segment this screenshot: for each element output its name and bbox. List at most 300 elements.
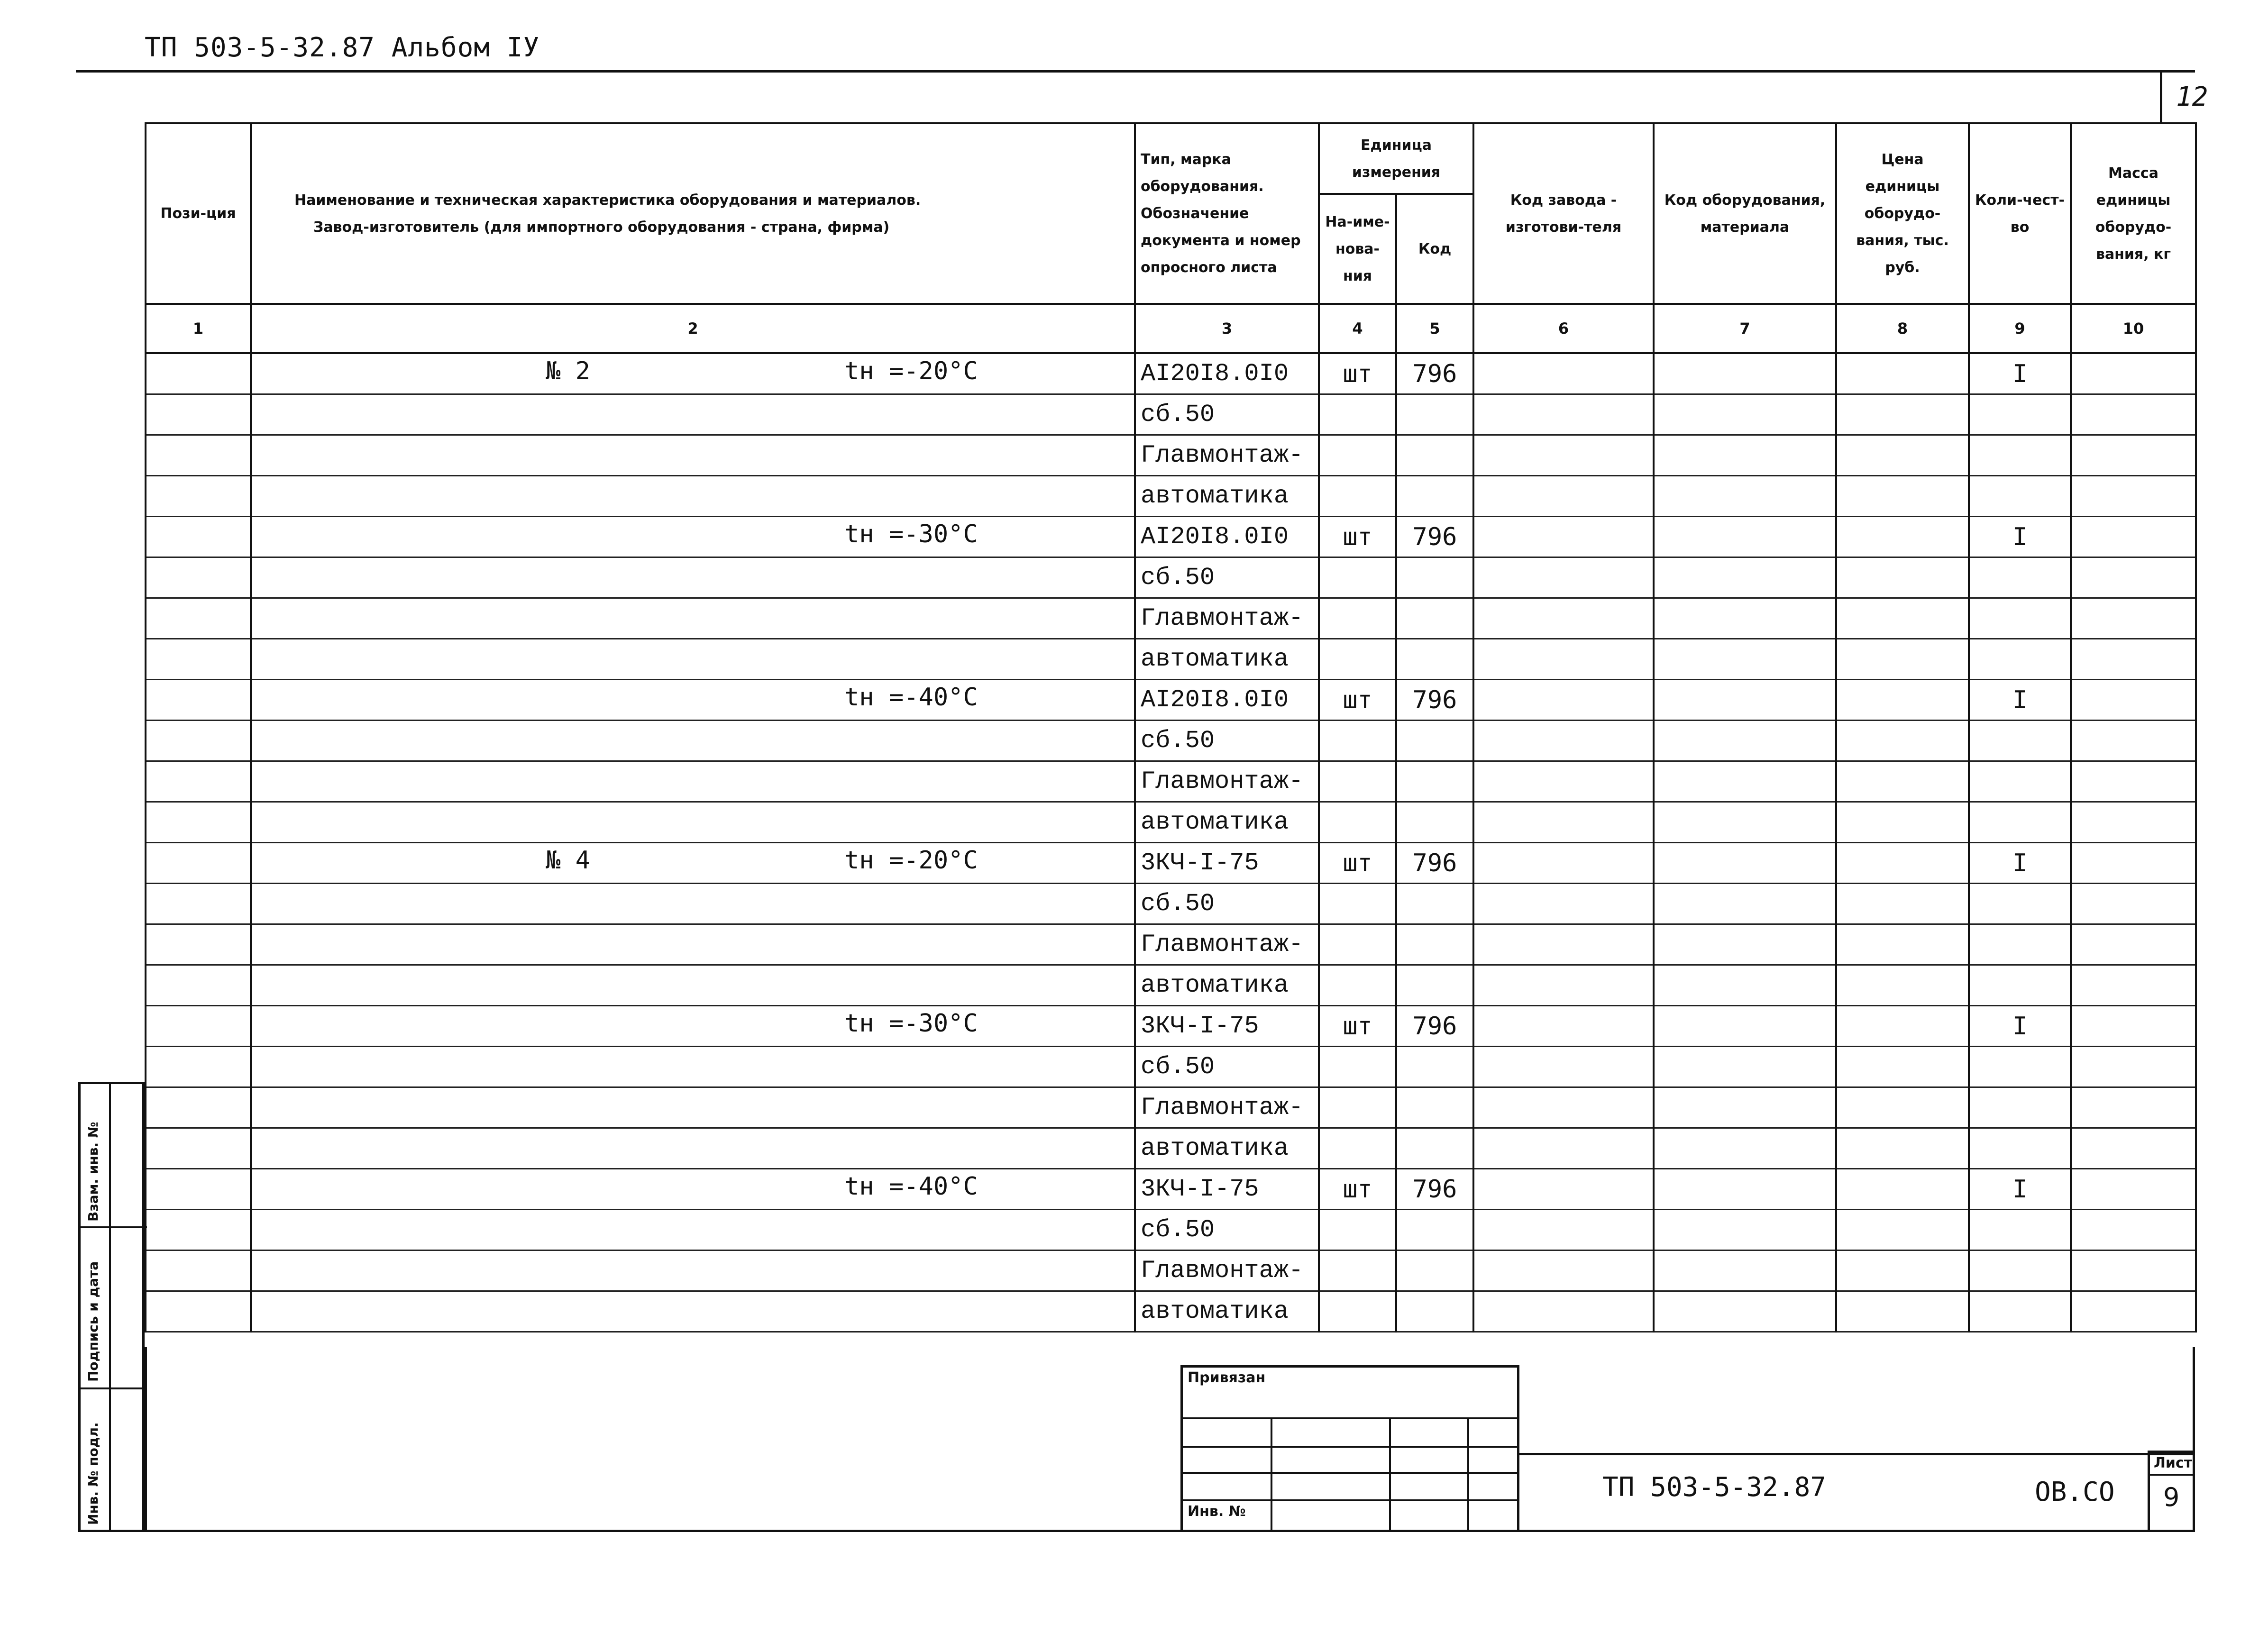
col-name-header-line1: Наименование и техническая характеристика оборудования и материалов. (294, 192, 921, 209)
cell-quantity: I (1969, 353, 2071, 394)
cell-unit-name (1319, 1087, 1396, 1128)
specification-table (145, 122, 2197, 1333)
cell-mass (2071, 884, 2196, 924)
cell-price (1836, 353, 1969, 394)
temperature-label: tн =-40°С (844, 683, 978, 712)
col-mass-header: Масса единицы оборудо-вания, кг (2071, 123, 2196, 304)
cell-unit-code (1396, 1250, 1473, 1291)
cell-position (146, 1087, 251, 1128)
table-row (146, 843, 2196, 884)
cell-plant-code (1473, 761, 1654, 802)
cell-equipment-code (1654, 639, 1836, 680)
cell-mass (2071, 1210, 2196, 1250)
cell-name (251, 1006, 1135, 1047)
cell-type: сб.50 (1135, 1210, 1319, 1250)
cell-price (1836, 394, 1969, 435)
sheet-mark: 12 (2176, 82, 2208, 112)
cell-unit-code (1396, 1210, 1473, 1250)
cell-equipment-code (1654, 353, 1836, 394)
cell-mass (2071, 802, 2196, 843)
cell-price (1836, 1128, 1969, 1169)
title-block-line (1519, 1453, 2195, 1455)
cell-unit-name (1319, 557, 1396, 598)
temperature-label: tн =-30°С (844, 520, 978, 548)
cell-position (146, 680, 251, 721)
cell-quantity (1969, 1087, 2071, 1128)
cell-unit-name (1319, 924, 1396, 965)
cell-unit-code (1396, 884, 1473, 924)
cell-equipment-code (1654, 884, 1836, 924)
col-unit-name-header: На-име-нова-ния (1319, 194, 1396, 304)
album-title: ТП 503-5-32.87 Альбом IУ (145, 32, 540, 63)
table-row (146, 1006, 2196, 1047)
col-position-header: Пози-ция (146, 123, 251, 304)
cell-name (251, 639, 1135, 680)
cell-mass (2071, 639, 2196, 680)
table-row (146, 1250, 2196, 1291)
column-number: 9 (1969, 304, 2071, 353)
cell-quantity: I (1969, 1169, 2071, 1210)
cell-type: автоматика (1135, 1128, 1319, 1169)
cell-type: AI20I8.0I0 (1135, 680, 1319, 721)
cell-position (146, 965, 251, 1006)
cell-price (1836, 598, 1969, 639)
cell-price (1836, 1291, 1969, 1332)
cell-quantity (1969, 761, 2071, 802)
cell-quantity (1969, 884, 2071, 924)
cell-name (251, 353, 1135, 394)
cell-position (146, 1128, 251, 1169)
cell-mass (2071, 557, 2196, 598)
cell-type: сб.50 (1135, 721, 1319, 761)
cell-equipment-code (1654, 1291, 1836, 1332)
table-row (146, 639, 2196, 680)
side-label-replaced: Взам. инв. № (85, 1122, 101, 1222)
cell-plant-code (1473, 1250, 1654, 1291)
cell-unit-code: 796 (1396, 1006, 1473, 1047)
cell-position (146, 761, 251, 802)
side-stamp (78, 1082, 145, 1532)
cell-unit-name (1319, 1291, 1396, 1332)
cell-price (1836, 517, 1969, 557)
column-number: 4 (1319, 304, 1396, 353)
side-label-inventory: Инв. № подл. (85, 1422, 101, 1525)
cell-position (146, 1047, 251, 1087)
cell-name (251, 721, 1135, 761)
column-number: 5 (1396, 304, 1473, 353)
cell-unit-name (1319, 965, 1396, 1006)
cell-position (146, 884, 251, 924)
cell-name (251, 1250, 1135, 1291)
cell-equipment-code (1654, 1006, 1836, 1047)
cell-mass (2071, 721, 2196, 761)
table-row (146, 517, 2196, 557)
cell-type: автоматика (1135, 476, 1319, 517)
cell-plant-code (1473, 394, 1654, 435)
cell-position (146, 517, 251, 557)
cell-plant-code (1473, 680, 1654, 721)
temperature-label: tн =-20°С (844, 357, 978, 385)
cell-quantity (1969, 924, 2071, 965)
cell-plant-code (1473, 1210, 1654, 1250)
cell-unit-code (1396, 1128, 1473, 1169)
cell-unit-code: 796 (1396, 680, 1473, 721)
cell-type: AI20I8.0I0 (1135, 517, 1319, 557)
cell-unit-code (1396, 761, 1473, 802)
cell-mass (2071, 965, 2196, 1006)
cell-position (146, 1250, 251, 1291)
cell-mass (2071, 394, 2196, 435)
table-row (146, 1291, 2196, 1332)
cell-plant-code (1473, 1047, 1654, 1087)
cell-unit-name (1319, 761, 1396, 802)
cell-unit-code (1396, 965, 1473, 1006)
cell-position (146, 394, 251, 435)
cell-position (146, 924, 251, 965)
cell-type: Главмонтаж- (1135, 435, 1319, 476)
cell-unit-code: 796 (1396, 517, 1473, 557)
cell-name (251, 476, 1135, 517)
table-row (146, 1128, 2196, 1169)
cell-price (1836, 924, 1969, 965)
cell-name (251, 1087, 1135, 1128)
cell-mass (2071, 435, 2196, 476)
cell-plant-code (1473, 435, 1654, 476)
cell-price (1836, 1250, 1969, 1291)
cell-price (1836, 843, 1969, 884)
cell-position (146, 557, 251, 598)
cell-price (1836, 476, 1969, 517)
cell-name (251, 761, 1135, 802)
cell-position (146, 721, 251, 761)
cell-unit-name: шт (1319, 843, 1396, 884)
cell-equipment-code (1654, 1250, 1836, 1291)
cell-unit-name (1319, 1128, 1396, 1169)
cell-quantity: I (1969, 843, 2071, 884)
cell-equipment-code (1654, 965, 1836, 1006)
cell-position (146, 1169, 251, 1210)
col-price-header: Цена единицы оборудо-вания, тыс. руб. (1836, 123, 1969, 304)
column-number: 3 (1135, 304, 1319, 353)
column-number: 7 (1654, 304, 1836, 353)
table-row (146, 435, 2196, 476)
cell-quantity (1969, 639, 2071, 680)
cell-plant-code (1473, 965, 1654, 1006)
cell-name (251, 1128, 1135, 1169)
temperature-label: tн =-20°С (844, 846, 978, 875)
cell-name (251, 557, 1135, 598)
cell-quantity (1969, 557, 2071, 598)
cell-equipment-code (1654, 598, 1836, 639)
cell-plant-code (1473, 517, 1654, 557)
table-row (146, 394, 2196, 435)
cell-equipment-code (1654, 802, 1836, 843)
cell-equipment-code (1654, 517, 1836, 557)
table-row (146, 353, 2196, 394)
cell-unit-name: шт (1319, 680, 1396, 721)
cell-mass (2071, 1006, 2196, 1047)
cell-price (1836, 721, 1969, 761)
cell-equipment-code (1654, 843, 1836, 884)
cell-unit-name: шт (1319, 353, 1396, 394)
cell-equipment-code (1654, 1210, 1836, 1250)
cell-equipment-code (1654, 476, 1836, 517)
cell-type: автоматика (1135, 965, 1319, 1006)
cell-unit-code: 796 (1396, 353, 1473, 394)
cell-plant-code (1473, 476, 1654, 517)
cell-unit-name (1319, 435, 1396, 476)
cell-price (1836, 1169, 1969, 1210)
col-name-header-line2: Завод-изготовитель (для импортного оборудования - страна, фирма) (313, 219, 890, 236)
cell-quantity: I (1969, 517, 2071, 557)
cell-unit-name (1319, 598, 1396, 639)
cell-unit-name: шт (1319, 1169, 1396, 1210)
table-row (146, 1169, 2196, 1210)
cell-name (251, 1047, 1135, 1087)
column-number: 10 (2071, 304, 2196, 353)
document-code: ТП 503-5-32.87 (1602, 1472, 1827, 1503)
cell-equipment-code (1654, 557, 1836, 598)
cell-plant-code (1473, 1291, 1654, 1332)
cell-name (251, 1169, 1135, 1210)
cell-quantity (1969, 802, 2071, 843)
cell-unit-code (1396, 924, 1473, 965)
cell-name (251, 517, 1135, 557)
cell-name (251, 843, 1135, 884)
cell-unit-code (1396, 639, 1473, 680)
cell-position (146, 1291, 251, 1332)
binding-stamp (1180, 1365, 1519, 1532)
cell-mass (2071, 598, 2196, 639)
cell-type: сб.50 (1135, 557, 1319, 598)
col-unit-code-header: Код (1396, 194, 1473, 304)
table-row (146, 598, 2196, 639)
cell-plant-code (1473, 721, 1654, 761)
cell-type: Главмонтаж- (1135, 1087, 1319, 1128)
cell-quantity (1969, 1291, 2071, 1332)
cell-position (146, 1210, 251, 1250)
column-number: 1 (146, 304, 251, 353)
cell-mass (2071, 1087, 2196, 1128)
cell-name (251, 1210, 1135, 1250)
table-row (146, 1087, 2196, 1128)
cell-quantity (1969, 1128, 2071, 1169)
cell-position (146, 802, 251, 843)
table-row (146, 721, 2196, 761)
cell-position (146, 353, 251, 394)
column-number: 2 (251, 304, 1135, 353)
cell-type: автоматика (1135, 639, 1319, 680)
cell-equipment-code (1654, 761, 1836, 802)
table-row (146, 1210, 2196, 1250)
cell-plant-code (1473, 557, 1654, 598)
cell-quantity (1969, 1250, 2071, 1291)
cell-mass (2071, 353, 2196, 394)
col-plant-code-header: Код завода - изготови-теля (1473, 123, 1654, 304)
table-row (146, 1047, 2196, 1087)
col-name-header (251, 123, 1135, 304)
cell-plant-code (1473, 1006, 1654, 1047)
cell-quantity (1969, 721, 2071, 761)
cell-position (146, 639, 251, 680)
cell-name (251, 435, 1135, 476)
cell-type: 3КЧ-I-75 (1135, 843, 1319, 884)
cell-unit-name (1319, 394, 1396, 435)
cell-mass (2071, 517, 2196, 557)
cell-type: 3КЧ-I-75 (1135, 1006, 1319, 1047)
cell-name (251, 1291, 1135, 1332)
cell-unit-name (1319, 884, 1396, 924)
table-row (146, 802, 2196, 843)
table-row (146, 680, 2196, 721)
cell-name (251, 884, 1135, 924)
cell-mass (2071, 1128, 2196, 1169)
cell-mass (2071, 1169, 2196, 1210)
cell-quantity (1969, 1210, 2071, 1250)
cell-unit-name: шт (1319, 517, 1396, 557)
cell-name (251, 802, 1135, 843)
cell-plant-code (1473, 802, 1654, 843)
cell-quantity: I (1969, 680, 2071, 721)
table-row (146, 557, 2196, 598)
cell-type: автоматика (1135, 1291, 1319, 1332)
cell-price (1836, 557, 1969, 598)
cell-price (1836, 802, 1969, 843)
cell-position (146, 1006, 251, 1047)
sheet-box (2148, 1451, 2195, 1532)
cell-plant-code (1473, 639, 1654, 680)
cell-type: Главмонтаж- (1135, 1250, 1319, 1291)
cell-name (251, 598, 1135, 639)
cell-unit-name (1319, 721, 1396, 761)
cell-plant-code (1473, 1169, 1654, 1210)
cell-plant-code (1473, 843, 1654, 884)
stamp-bound-label: Привязан (1188, 1369, 1266, 1386)
column-number: 8 (1836, 304, 1969, 353)
cell-quantity (1969, 476, 2071, 517)
cell-unit-code: 796 (1396, 1169, 1473, 1210)
cell-price (1836, 761, 1969, 802)
cell-price (1836, 435, 1969, 476)
cell-type: сб.50 (1135, 884, 1319, 924)
cell-unit-name (1319, 1250, 1396, 1291)
cell-price (1836, 965, 1969, 1006)
table-row (146, 476, 2196, 517)
bottom-frame (145, 1347, 2195, 1532)
column-number-row (146, 304, 2196, 353)
cell-position (146, 843, 251, 884)
cell-unit-code (1396, 435, 1473, 476)
cell-type: Главмонтаж- (1135, 924, 1319, 965)
cell-price (1836, 1210, 1969, 1250)
cell-unit-name (1319, 639, 1396, 680)
cell-equipment-code (1654, 394, 1836, 435)
cell-price (1836, 1006, 1969, 1047)
cell-unit-code (1396, 1087, 1473, 1128)
cell-name (251, 924, 1135, 965)
cell-unit-name (1319, 1210, 1396, 1250)
sheet-mark-divider (2160, 70, 2162, 122)
cell-type: сб.50 (1135, 394, 1319, 435)
cell-unit-name (1319, 476, 1396, 517)
cell-unit-code (1396, 598, 1473, 639)
cell-name (251, 680, 1135, 721)
top-rule (76, 70, 2195, 73)
cell-mass (2071, 924, 2196, 965)
cell-mass (2071, 680, 2196, 721)
cell-unit-code (1396, 557, 1473, 598)
cell-quantity (1969, 1047, 2071, 1087)
cell-plant-code (1473, 353, 1654, 394)
cell-mass (2071, 761, 2196, 802)
cell-name (251, 965, 1135, 1006)
table-row (146, 884, 2196, 924)
cell-plant-code (1473, 884, 1654, 924)
cell-position (146, 598, 251, 639)
cell-price (1836, 1047, 1969, 1087)
cell-quantity: I (1969, 1006, 2071, 1047)
cell-unit-name (1319, 1047, 1396, 1087)
cell-mass (2071, 1047, 2196, 1087)
cell-name (251, 394, 1135, 435)
table-row (146, 924, 2196, 965)
cell-plant-code (1473, 924, 1654, 965)
cell-unit-code (1396, 476, 1473, 517)
cell-unit-code (1396, 802, 1473, 843)
col-quantity-header: Коли-чест-во (1969, 123, 2071, 304)
col-unit-header: Единица измерения (1319, 123, 1473, 194)
cell-quantity (1969, 394, 2071, 435)
cell-unit-name (1319, 802, 1396, 843)
cell-unit-name: шт (1319, 1006, 1396, 1047)
cell-equipment-code (1654, 680, 1836, 721)
cell-quantity (1969, 435, 2071, 476)
cell-unit-code (1396, 1047, 1473, 1087)
cell-unit-code: 796 (1396, 843, 1473, 884)
side-label-signature: Подпись и дата (85, 1261, 101, 1382)
cell-unit-code (1396, 394, 1473, 435)
unit-number-label: № 2 (546, 357, 590, 385)
cell-position (146, 476, 251, 517)
cell-position (146, 435, 251, 476)
cell-equipment-code (1654, 1128, 1836, 1169)
cell-equipment-code (1654, 435, 1836, 476)
cell-mass (2071, 476, 2196, 517)
temperature-label: tн =-30°С (844, 1009, 978, 1038)
col-type-header: Тип, марка оборудования. Обозначение документа и номер опросного листа (1135, 123, 1319, 304)
document-mark: ОВ.СО (2035, 1477, 2115, 1507)
cell-type: автоматика (1135, 802, 1319, 843)
sheet-number: 9 (2163, 1482, 2180, 1512)
cell-price (1836, 1087, 1969, 1128)
cell-type: Главмонтаж- (1135, 761, 1319, 802)
cell-plant-code (1473, 1087, 1654, 1128)
temperature-label: tн =-40°С (844, 1172, 978, 1201)
table-row (146, 965, 2196, 1006)
cell-mass (2071, 843, 2196, 884)
cell-mass (2071, 1291, 2196, 1332)
cell-price (1836, 680, 1969, 721)
cell-type: сб.50 (1135, 1047, 1319, 1087)
cell-price (1836, 639, 1969, 680)
table-row (146, 761, 2196, 802)
cell-equipment-code (1654, 924, 1836, 965)
column-number: 6 (1473, 304, 1654, 353)
cell-plant-code (1473, 1128, 1654, 1169)
stamp-inventory-label: Инв. № (1188, 1503, 1246, 1520)
unit-number-label: № 4 (546, 846, 590, 875)
cell-type: AI20I8.0I0 (1135, 353, 1319, 394)
